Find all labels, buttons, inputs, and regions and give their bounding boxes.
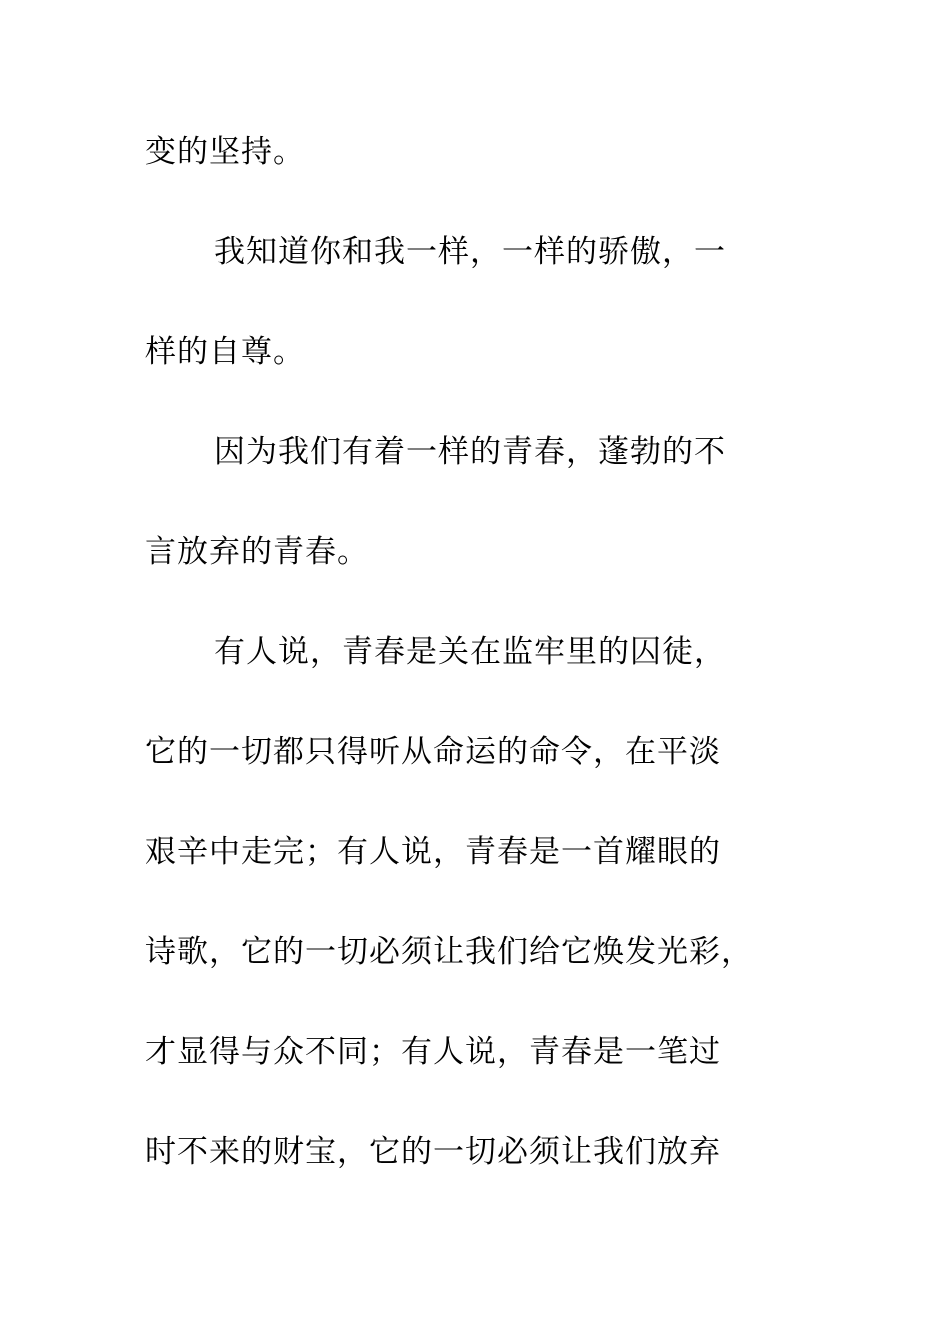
- text-line: 艰辛中走完；有人说，青春是一首耀眼的: [145, 834, 721, 870]
- text-line: 它的一切都只得听从命运的命令，在平淡: [145, 734, 721, 770]
- text-line: 样的自尊。: [145, 334, 305, 370]
- text-line: 变的坚持。: [145, 134, 305, 170]
- paragraph-start-line: 我知道你和我一样，一样的骄傲，一: [214, 234, 726, 270]
- paragraph-start-line: 因为我们有着一样的青春，蓬勃的不: [214, 434, 726, 470]
- paragraph-start-line: 有人说，青春是关在监牢里的囚徒，: [214, 634, 726, 670]
- text-line: 诗歌，它的一切必须让我们给它焕发光彩，: [145, 934, 753, 970]
- text-line: 才显得与众不同；有人说，青春是一笔过: [145, 1034, 721, 1070]
- text-line: 言放弃的青春。: [145, 534, 369, 570]
- text-line: 时不来的财宝，它的一切必须让我们放弃: [145, 1134, 721, 1170]
